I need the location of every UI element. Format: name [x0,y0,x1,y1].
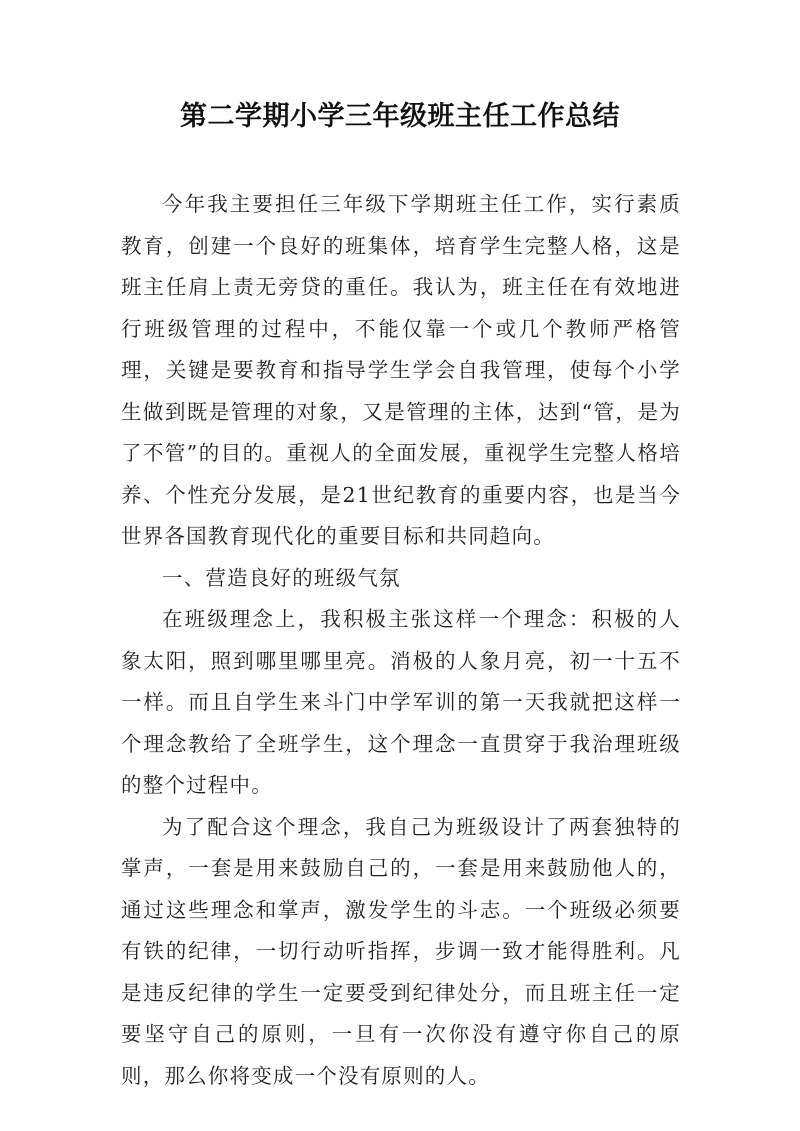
paragraph-intro: 今年我主要担任三年级下学期班主任工作，实行素质教育，创建一个良好的班集体，培育学生完整人格，这是班主任肩上责无旁贷的重任。我认为，班主任在有效地进行班级管理的过程中，不能仅靠一个或几个教师严格管理，关键是要教育和指导学生学会自我管理，使每个小学生做到既是管理的对象，又是管理的主体，达到“管，是为了不管”的目的。重视人的全面发展，重视学生完整人格培养、个性充分发展，是21世纪教育的重要内容，也是当今世界各国教育现代化的重要目标和共同趋向。 [121,192,681,548]
document-body [121,184,681,1097]
document-title: 第二学期小学三年级班主任工作总结 [180,101,620,132]
paragraph-class-concept: 在班级理念上，我积极主张这样一个理念：积极的人象太阳，照到哪里哪里亮。消极的人象月亮，初一十五不一样。而且自学生来斗门中学军训的第一天我就把这样一个理念教给了全班学生，这个理念一直贯穿于我治理班级的整个过程中。 [121,607,681,797]
section-heading-1: 一、营造良好的班级气氛 [162,565,401,590]
paragraph-applause-discipline: 为了配合这个理念，我自己为班级设计了两套独特的掌声，一套是用来鼓励自己的，一套是用来鼓励他人的，通过这些理念和掌声，激发学生的斗志。一个班级必须要有铁的纪律，一切行动听指挥，步调一致才能得胜利。凡是违反纪律的学生一定要受到纪律处分，而且班主任一定要坚守自己的原则，一旦有一次你没有遵守你自己的原则，那么你将变成一个没有原则的人。 [121,814,681,1088]
